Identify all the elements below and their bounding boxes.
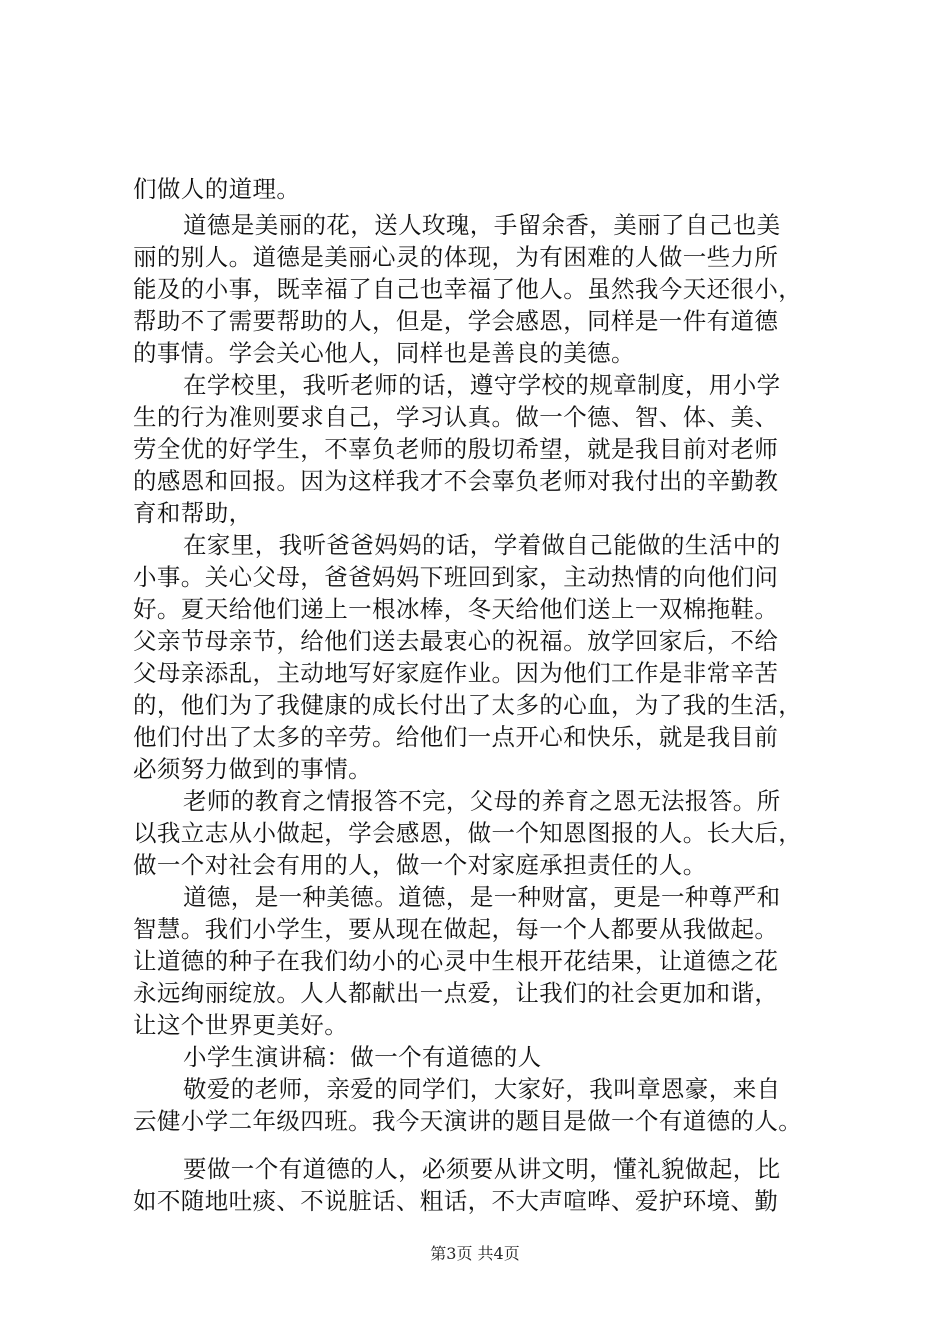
text-line: 们做人的道理。 <box>133 175 301 203</box>
text-line: 让这个世界更美好。 <box>133 1011 349 1039</box>
text-line: 小事。关心父母，爸爸妈妈下班回到家，主动热情的向他们问 <box>133 563 779 591</box>
paragraph-line: 在家里，我听爸爸妈妈的话，学着做自己能做的生活中的 <box>183 531 781 559</box>
paragraph-line: 要做一个有道德的人，必须要从讲文明，懂礼貌做起，比 <box>183 1155 781 1183</box>
text-line: 父亲节母亲节，给他们送去最衷心的祝福。放学回家后，不给 <box>133 627 779 655</box>
paragraph-line: 老师的教育之情报答不完，父母的养育之恩无法报答。所 <box>183 787 781 815</box>
text-line: 永远绚丽绽放。人人都献出一点爱，让我们的社会更加和谐， <box>133 979 779 1007</box>
text-line: 的感恩和回报。因为这样我才不会辜负老师对我付出的辛勤教 <box>133 467 779 495</box>
text-line: 能及的小事，既幸福了自己也幸福了他人。虽然我今天还很小， <box>133 275 803 303</box>
text-line: 他们付出了太多的辛劳。给他们一点开心和快乐，就是我目前 <box>133 723 779 751</box>
text-line: 让道德的种子在我们幼小的心灵中生根开花结果，让道德之花 <box>133 947 779 975</box>
page-number-footer: 第3页 共4页 <box>430 1244 520 1263</box>
text-line: 云健小学二年级四班。我今天演讲的题目是做一个有道德的人。 <box>133 1107 803 1135</box>
text-line: 好。夏天给他们递上一根冰棒，冬天给他们送上一双棉拖鞋。 <box>133 595 779 623</box>
text-line: 做一个对社会有用的人，做一个对家庭承担责任的人。 <box>133 851 707 879</box>
text-line: 以我立志从小做起，学会感恩，做一个知恩图报的人。长大后， <box>133 819 803 847</box>
paragraph-line: 道德是美丽的花，送人玫瑰，手留余香，美丽了自己也美 <box>183 211 781 239</box>
paragraph-line: 在学校里，我听老师的话，遵守学校的规章制度，用小学 <box>183 371 781 399</box>
text-line: 智慧。我们小学生，要从现在做起，每一个人都要从我做起。 <box>133 915 779 943</box>
section-heading: 小学生演讲稿：做一个有道德的人 <box>183 1043 542 1071</box>
text-line: 的，他们为了我健康的成长付出了太多的心血，为了我的生活， <box>133 691 803 719</box>
paragraph-line: 敬爱的老师，亲爱的同学们，大家好，我叫章恩豪，来自 <box>183 1075 781 1103</box>
paragraph-line: 道德，是一种美德。道德，是一种财富，更是一种尊严和 <box>183 883 781 911</box>
text-line: 育和帮助， <box>133 499 253 527</box>
text-line: 丽的别人。道德是美丽心灵的体现，为有困难的人做一些力所 <box>133 243 779 271</box>
text-line: 的事情。学会关心他人，同样也是善良的美德。 <box>133 339 635 367</box>
text-line: 父母亲添乱，主动地写好家庭作业。因为他们工作是非常辛苦 <box>133 659 779 687</box>
text-line: 劳全优的好学生，不辜负老师的殷切希望，就是我目前对老师 <box>133 435 779 463</box>
text-line: 生的行为准则要求自己，学习认真。做一个德、智、体、美、 <box>133 403 779 431</box>
text-line: 如不随地吐痰、不说脏话、粗话，不大声喧哗、爱护环境、勤 <box>133 1187 779 1215</box>
text-line: 帮助不了需要帮助的人，但是，学会感恩，同样是一件有道德 <box>133 307 779 335</box>
text-line: 必须努力做到的事情。 <box>133 755 372 783</box>
